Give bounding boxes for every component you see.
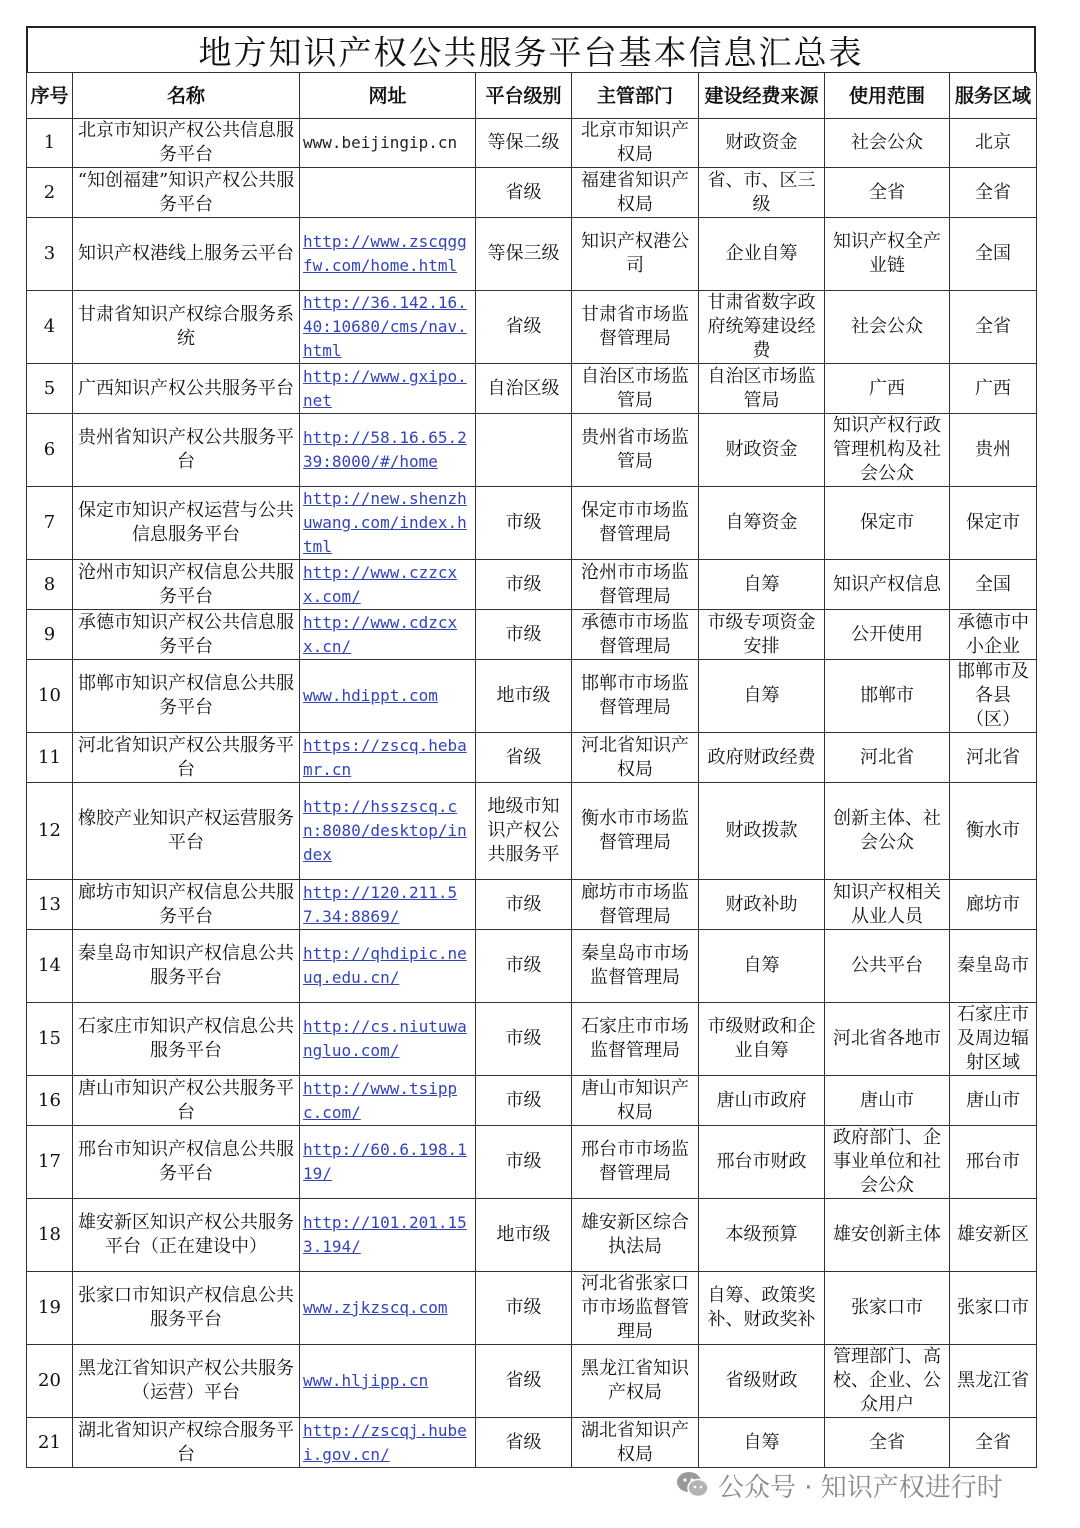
cell-area: 全国 (950, 560, 1037, 610)
cell-name: 唐山市知识产权公共服务平台 (73, 1076, 300, 1126)
url-link[interactable]: http://zscqj.hubei.gov.cn/ (303, 1420, 467, 1464)
cell-dept: 河北省知识产权局 (572, 733, 699, 783)
url-link[interactable]: https://zscq.hebamr.cn (303, 735, 467, 779)
table-row (27, 610, 1037, 660)
cell-level: 市级 (476, 610, 572, 660)
cell-url (300, 1272, 476, 1345)
cell-scope: 管理部门、高校、企业、公众用户 (825, 1345, 950, 1418)
cell-no: 16 (27, 1076, 73, 1126)
cell-dept: 河北省张家口市市场监督管理局 (572, 1272, 699, 1345)
table-row (27, 1418, 1037, 1468)
cell-url (300, 1418, 476, 1468)
cell-no: 7 (27, 487, 73, 560)
cell-level: 市级 (476, 1126, 572, 1199)
cell-area: 邢台市 (950, 1126, 1037, 1199)
table-row (27, 1076, 1037, 1126)
cell-name: 贵州省知识产权公共服务平台 (73, 414, 300, 487)
cell-scope: 全省 (825, 168, 950, 218)
cell-url (300, 414, 476, 487)
cell-area: 邯郸市及各县（区） (950, 660, 1037, 733)
cell-no: 9 (27, 610, 73, 660)
cell-scope: 张家口市 (825, 1272, 950, 1345)
cell-scope: 河北省各地市 (825, 1003, 950, 1076)
header-funding: 建设经费来源 (699, 73, 825, 119)
cell-dept: 唐山市知识产权局 (572, 1076, 699, 1126)
cell-scope: 知识产权行政管理机构及社会公众 (825, 414, 950, 487)
cell-url (300, 291, 476, 364)
cell-name: 黑龙江省知识产权公共服务（运营）平台 (73, 1345, 300, 1418)
cell-area: 张家口市 (950, 1272, 1037, 1345)
cell-name: 甘肃省知识产权综合服务系统 (73, 291, 300, 364)
url-link[interactable]: www.hljipp.cn (303, 1371, 429, 1390)
cell-scope: 公开使用 (825, 610, 950, 660)
cell-scope: 全省 (825, 1418, 950, 1468)
table-row (27, 1345, 1037, 1418)
cell-scope: 创新主体、社会公众 (825, 783, 950, 880)
cell-level: 省级 (476, 168, 572, 218)
cell-url (300, 880, 476, 930)
cell-dept: 保定市市场监督管理局 (572, 487, 699, 560)
table-row (27, 1199, 1037, 1272)
cell-funding: 本级预算 (699, 1199, 825, 1272)
cell-area: 河北省 (950, 733, 1037, 783)
cell-scope: 河北省 (825, 733, 950, 783)
cell-name: 河北省知识产权公共服务平台 (73, 733, 300, 783)
cell-url (300, 660, 476, 733)
table-row (27, 414, 1037, 487)
url-link[interactable]: www.hdippt.com (303, 686, 438, 705)
cell-dept: 自治区市场监管局 (572, 364, 699, 414)
cell-url (300, 1126, 476, 1199)
cell-funding: 市级财政和企业自筹 (699, 1003, 825, 1076)
cell-no: 13 (27, 880, 73, 930)
cell-name: 湖北省知识产权综合服务平台 (73, 1418, 300, 1468)
cell-name: 雄安新区知识产权公共服务平台（正在建设中） (73, 1199, 300, 1272)
cell-scope: 广西 (825, 364, 950, 414)
cell-no: 17 (27, 1126, 73, 1199)
table-row (27, 660, 1037, 733)
header-no: 序号 (27, 73, 73, 119)
cell-level: 自治区级 (476, 364, 572, 414)
cell-no: 10 (27, 660, 73, 733)
cell-funding: 财政资金 (699, 414, 825, 487)
cell-dept: 邢台市市场监督管理局 (572, 1126, 699, 1199)
cell-funding: 自治区市场监管局 (699, 364, 825, 414)
table-row (27, 168, 1037, 218)
cell-level: 地市级 (476, 1199, 572, 1272)
cell-url (300, 218, 476, 291)
cell-funding: 邢台市财政 (699, 1126, 825, 1199)
cell-area: 全省 (950, 168, 1037, 218)
cell-area: 唐山市 (950, 1076, 1037, 1126)
cell-level: 地市级 (476, 660, 572, 733)
cell-area: 秦皇岛市 (950, 930, 1037, 1003)
cell-no: 12 (27, 783, 73, 880)
url-text: www.beijingip.cn (303, 133, 458, 152)
cell-level: 市级 (476, 487, 572, 560)
cell-scope: 唐山市 (825, 1076, 950, 1126)
summary-sheet (26, 26, 1036, 1468)
cell-funding: 财政拨款 (699, 783, 825, 880)
table-row (27, 733, 1037, 783)
cell-level: 地级市知识产权公共服务平 (476, 783, 572, 880)
cell-no: 14 (27, 930, 73, 1003)
cell-url (300, 1345, 476, 1418)
cell-level: 等保二级 (476, 119, 572, 168)
url-link[interactable]: http://qhdipic.neuq.edu.cn/ (303, 944, 467, 987)
table-row (27, 560, 1037, 610)
cell-scope: 雄安创新主体 (825, 1199, 950, 1272)
cell-funding: 自筹、政策奖补、财政奖补 (699, 1272, 825, 1345)
cell-area: 廊坊市 (950, 880, 1037, 930)
cell-url (300, 610, 476, 660)
cell-dept: 沧州市市场监督管理局 (572, 560, 699, 610)
cell-level: 省级 (476, 733, 572, 783)
url-link[interactable]: http://www.zscqggfw.com/home.html (303, 232, 467, 275)
cell-name: 保定市知识产权运营与公共信息服务平台 (73, 487, 300, 560)
cell-funding: 政府财政经费 (699, 733, 825, 783)
cell-name: 北京市知识产权公共信息服务平台 (73, 119, 300, 168)
table-row (27, 783, 1037, 880)
cell-name: 廊坊市知识产权信息公共服务平台 (73, 880, 300, 930)
cell-dept: 秦皇岛市市场监督管理局 (572, 930, 699, 1003)
cell-area: 贵州 (950, 414, 1037, 487)
table-row (27, 119, 1037, 168)
url-link[interactable]: www.zjkzscq.com (303, 1298, 448, 1317)
cell-scope: 公共平台 (825, 930, 950, 1003)
url-link[interactable]: http://60.6.198.119/ (303, 1140, 467, 1183)
cell-scope: 保定市 (825, 487, 950, 560)
cell-level: 市级 (476, 1272, 572, 1345)
cell-area: 广西 (950, 364, 1037, 414)
cell-dept: 承德市市场监督管理局 (572, 610, 699, 660)
wechat-icon (676, 1470, 710, 1500)
table-header-row (27, 73, 1037, 119)
table-row (27, 1272, 1037, 1345)
cell-funding: 财政补助 (699, 880, 825, 930)
cell-level: 等保三级 (476, 218, 572, 291)
cell-funding: 甘肃省数字政府统筹建设经费 (699, 291, 825, 364)
cell-no: 8 (27, 560, 73, 610)
cell-scope: 社会公众 (825, 119, 950, 168)
cell-no: 11 (27, 733, 73, 783)
url-link[interactable]: http://www.gxipo.net (303, 366, 467, 410)
cell-dept: 石家庄市市场监督管理局 (572, 1003, 699, 1076)
cell-dept: 邯郸市市场监督管理局 (572, 660, 699, 733)
cell-url (300, 364, 476, 414)
watermark (676, 1462, 1003, 1508)
cell-level (476, 414, 572, 487)
cell-dept: 廊坊市市场监督管理局 (572, 880, 699, 930)
cell-dept: 雄安新区综合执法局 (572, 1199, 699, 1272)
cell-no: 6 (27, 414, 73, 487)
cell-area: 全省 (950, 1418, 1037, 1468)
header-dept: 主管部门 (572, 73, 699, 119)
url-link[interactable]: http://www.tsippc.com/ (303, 1078, 458, 1122)
page-title: 地方知识产权公共服务平台基本信息汇总表 (26, 26, 1036, 72)
table-row (27, 218, 1037, 291)
cell-name: 秦皇岛市知识产权信息公共服务平台 (73, 930, 300, 1003)
cell-no: 19 (27, 1272, 73, 1345)
cell-name: 邯郸市知识产权信息公共服务平台 (73, 660, 300, 733)
cell-area: 保定市 (950, 487, 1037, 560)
header-level: 平台级别 (476, 73, 572, 119)
table-row (27, 1126, 1037, 1199)
url-link[interactable]: http://www.czzcxx.com/ (303, 562, 458, 606)
cell-dept: 知识产权港公司 (572, 218, 699, 291)
header-area: 服务区域 (950, 73, 1037, 119)
cell-area: 全国 (950, 218, 1037, 291)
cell-name: 张家口市知识产权信息公共服务平台 (73, 1272, 300, 1345)
cell-scope: 社会公众 (825, 291, 950, 364)
cell-url (300, 168, 476, 218)
table-row (27, 1003, 1037, 1076)
url-link[interactable]: http://58.16.65.239:8000/#/home (303, 428, 467, 471)
watermark-text: 公众号 · 知识产权进行时 (718, 1472, 1003, 1503)
cell-url (300, 119, 476, 168)
cell-name: 承德市知识产权公共信息服务平台 (73, 610, 300, 660)
cell-funding: 自筹 (699, 930, 825, 1003)
cell-funding: 自筹 (699, 660, 825, 733)
cell-no: 21 (27, 1418, 73, 1468)
cell-no: 3 (27, 218, 73, 291)
cell-level: 市级 (476, 930, 572, 1003)
cell-funding: 唐山市政府 (699, 1076, 825, 1126)
cell-no: 5 (27, 364, 73, 414)
cell-funding: 自筹 (699, 560, 825, 610)
cell-funding: 省级财政 (699, 1345, 825, 1418)
url-link[interactable]: http://new.shenzhuwang.com/index.html (303, 489, 467, 556)
cell-url (300, 1076, 476, 1126)
table-row (27, 487, 1037, 560)
cell-name: 邢台市知识产权信息公共服务平台 (73, 1126, 300, 1199)
header-scope: 使用范围 (825, 73, 950, 119)
cell-url (300, 487, 476, 560)
cell-dept: 湖北省知识产权局 (572, 1418, 699, 1468)
header-name: 名称 (73, 73, 300, 119)
cell-area: 雄安新区 (950, 1199, 1037, 1272)
cell-name: “知创福建”知识产权公共服务平台 (73, 168, 300, 218)
platform-table (26, 72, 1037, 1468)
url-link[interactable]: http://www.cdzcxx.cn/ (303, 612, 458, 656)
cell-no: 4 (27, 291, 73, 364)
cell-scope: 知识产权信息 (825, 560, 950, 610)
cell-name: 广西知识产权公共服务平台 (73, 364, 300, 414)
cell-level: 市级 (476, 1076, 572, 1126)
cell-area: 全省 (950, 291, 1037, 364)
cell-level: 省级 (476, 291, 572, 364)
cell-dept: 衡水市市场监督管理局 (572, 783, 699, 880)
cell-url (300, 1003, 476, 1076)
cell-url (300, 733, 476, 783)
cell-url (300, 783, 476, 880)
cell-funding: 自筹 (699, 1418, 825, 1468)
cell-funding: 自筹资金 (699, 487, 825, 560)
cell-dept: 北京市知识产权局 (572, 119, 699, 168)
cell-area: 承德市中小企业 (950, 610, 1037, 660)
table-row (27, 291, 1037, 364)
table-row (27, 364, 1037, 414)
url-link[interactable]: http://101.201.153.194/ (303, 1213, 467, 1256)
url-link[interactable]: http://120.211.57.34:8869/ (303, 882, 458, 926)
cell-scope: 政府部门、企事业单位和社会公众 (825, 1126, 950, 1199)
cell-area: 衡水市 (950, 783, 1037, 880)
cell-no: 2 (27, 168, 73, 218)
cell-level: 省级 (476, 1418, 572, 1468)
cell-funding: 财政资金 (699, 119, 825, 168)
table-row (27, 930, 1037, 1003)
cell-area: 石家庄市及周边辐射区域 (950, 1003, 1037, 1076)
cell-name: 知识产权港线上服务云平台 (73, 218, 300, 291)
cell-dept: 贵州省市场监管局 (572, 414, 699, 487)
cell-area: 黑龙江省 (950, 1345, 1037, 1418)
cell-funding: 省、市、区三级 (699, 168, 825, 218)
cell-dept: 甘肃省市场监督管理局 (572, 291, 699, 364)
cell-name: 橡胶产业知识产权运营服务平台 (73, 783, 300, 880)
cell-url (300, 1199, 476, 1272)
cell-url (300, 930, 476, 1003)
cell-scope: 邯郸市 (825, 660, 950, 733)
cell-no: 15 (27, 1003, 73, 1076)
cell-name: 石家庄市知识产权信息公共服务平台 (73, 1003, 300, 1076)
cell-level: 市级 (476, 560, 572, 610)
cell-level: 市级 (476, 880, 572, 930)
cell-level: 市级 (476, 1003, 572, 1076)
cell-url (300, 560, 476, 610)
url-link[interactable]: http://hsszscq.cn:8080/desktop/index (303, 797, 467, 864)
cell-no: 18 (27, 1199, 73, 1272)
cell-funding: 企业自筹 (699, 218, 825, 291)
cell-scope: 知识产权相关从业人员 (825, 880, 950, 930)
url-link[interactable]: http://36.142.16.40:10680/cms/nav.html (303, 293, 467, 360)
cell-level: 省级 (476, 1345, 572, 1418)
cell-funding: 市级专项资金安排 (699, 610, 825, 660)
table-row (27, 880, 1037, 930)
header-url: 网址 (300, 73, 476, 119)
cell-dept: 福建省知识产权局 (572, 168, 699, 218)
url-link[interactable]: http://cs.niutuwangluo.com/ (303, 1017, 467, 1060)
cell-scope: 知识产权全产业链 (825, 218, 950, 291)
cell-area: 北京 (950, 119, 1037, 168)
cell-dept: 黑龙江省知识产权局 (572, 1345, 699, 1418)
cell-no: 20 (27, 1345, 73, 1418)
cell-no: 1 (27, 119, 73, 168)
cell-name: 沧州市知识产权信息公共服务平台 (73, 560, 300, 610)
